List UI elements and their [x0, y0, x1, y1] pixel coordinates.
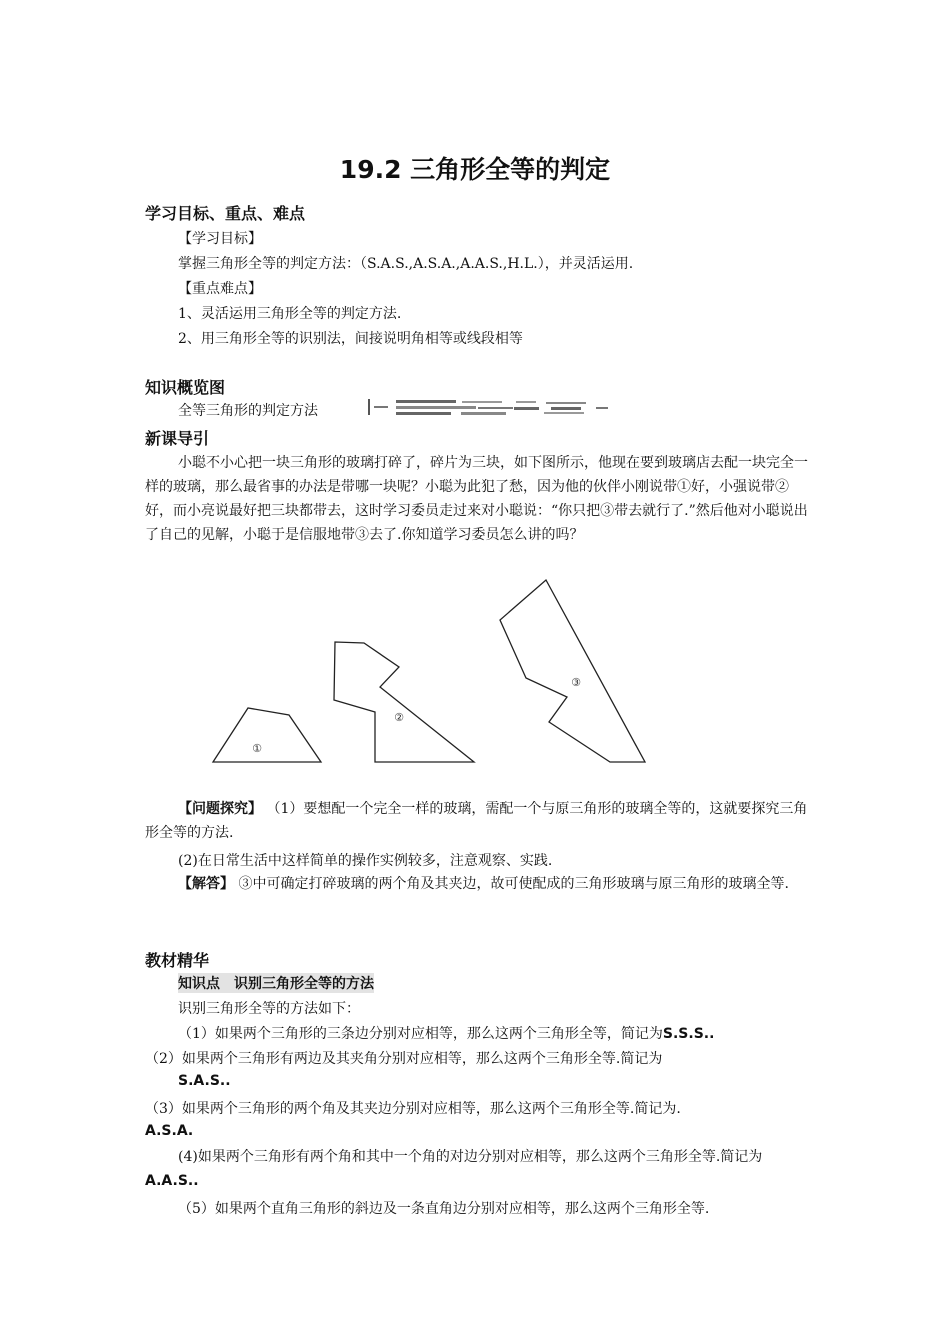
page-title: 19.2 三角形全等的判定 [339, 155, 611, 184]
methods-intro: 识别三角形全等的方法如下： [178, 1001, 360, 1017]
key-tag: 【重点难点】 [178, 281, 262, 297]
key-point-2: 2、用三角形全等的识别法，间接说明角相等或线段相等 [178, 331, 523, 347]
rule-sas: （2）如果两个三角形有两边及其夹角分别对应相等，那么这两个三角形全等.简记为 [145, 1051, 663, 1067]
answer-tag: 【解答】 [178, 876, 234, 892]
rule-hl: （5）如果两个直角三角形的斜边及一条直角边分别对应相等，那么这两个三角形全等. [178, 1201, 710, 1217]
fragment-2-label: ② [394, 711, 404, 724]
rule-asa: （3）如果两个三角形的两个角及其夹边分别对应相等，那么这两个三角形全等.简记为. [145, 1101, 681, 1117]
answer-text: ③中可确定打碎玻璃的两个角及其夹边，故可使配成的三角形玻璃与原三角形的玻璃全等. [238, 876, 789, 892]
key-point-1: 1、灵活运用三角形全等的判定方法. [178, 306, 402, 322]
explore-point-2: (2)在日常生活中这样简单的操作实例较多，注意观察、实践. [178, 853, 553, 869]
overview-text: 全等三角形的判定方法 [178, 403, 318, 419]
explore-text: （1）要想配一个完全一样的玻璃，需配一个与原三角形的玻璃全等的，这就要探究三角形全等的方法. [145, 801, 808, 841]
rule-sss: （1）如果两个三角形的三条边分别对应相等，那么这两个三角形全等，简记为S.S.S.. [178, 1026, 715, 1042]
explore-tag: 【问题探究】 [178, 801, 262, 817]
abbr-sas: S.A.S.. [178, 1073, 231, 1089]
answer-paragraph [145, 872, 813, 896]
knowledge-point-label: 知识点 识别三角形全等的方法 [178, 973, 374, 993]
intro-paragraph: 小聪不小心把一块三角形的玻璃打碎了，碎片为三块，如下图所示，他现在要到玻璃店去配一块完全一样的玻璃，那么最省事的办法是带哪一块呢？小聪为此犯了愁，因为他的伙伴小刚说带①好，小强说带②好，而小亮说最好把三块都带去，这时学习委员走过来对小聪说：“你只把③带去就行了.”然后他对小聪说出了自己的见解，小聪于是信服地带③去了.你知道学习委员怎么讲的吗？ [145, 455, 808, 543]
section-heading-essentials: 教材精华 [145, 951, 210, 970]
section-heading-overview: 知识概览图 [145, 378, 226, 397]
rule-aas: (4)如果两个三角形有两个角和其中一个角的对边分别对应相等，那么这两个三角形全等.简记为A.A.S.. [145, 1149, 763, 1189]
overview-diagram-image [366, 397, 616, 419]
goal-tag: 【学习目标】 [178, 231, 262, 247]
abbr-sss: S.S.S.. [662, 1026, 715, 1042]
abbr-aas: A.A.S.. [145, 1173, 199, 1189]
abbr-asa: A.S.A. [145, 1123, 194, 1139]
section-heading-intro: 新课导引 [145, 429, 210, 448]
goal-text: 掌握三角形全等的判定方法：（S.A.S.,A.S.A.,A.A.S.,H.L.），并灵活运用. [178, 256, 634, 272]
fragment-1 [213, 708, 321, 762]
explore-paragraph [145, 797, 813, 845]
fragment-3-label: ③ [571, 676, 581, 689]
glass-fragments-figure [200, 570, 660, 770]
section-heading-objectives: 学习目标、重点、难点 [145, 204, 306, 223]
fragment-1-label: ① [252, 742, 262, 755]
fragment-3 [500, 580, 645, 762]
fragment-2 [334, 642, 474, 762]
